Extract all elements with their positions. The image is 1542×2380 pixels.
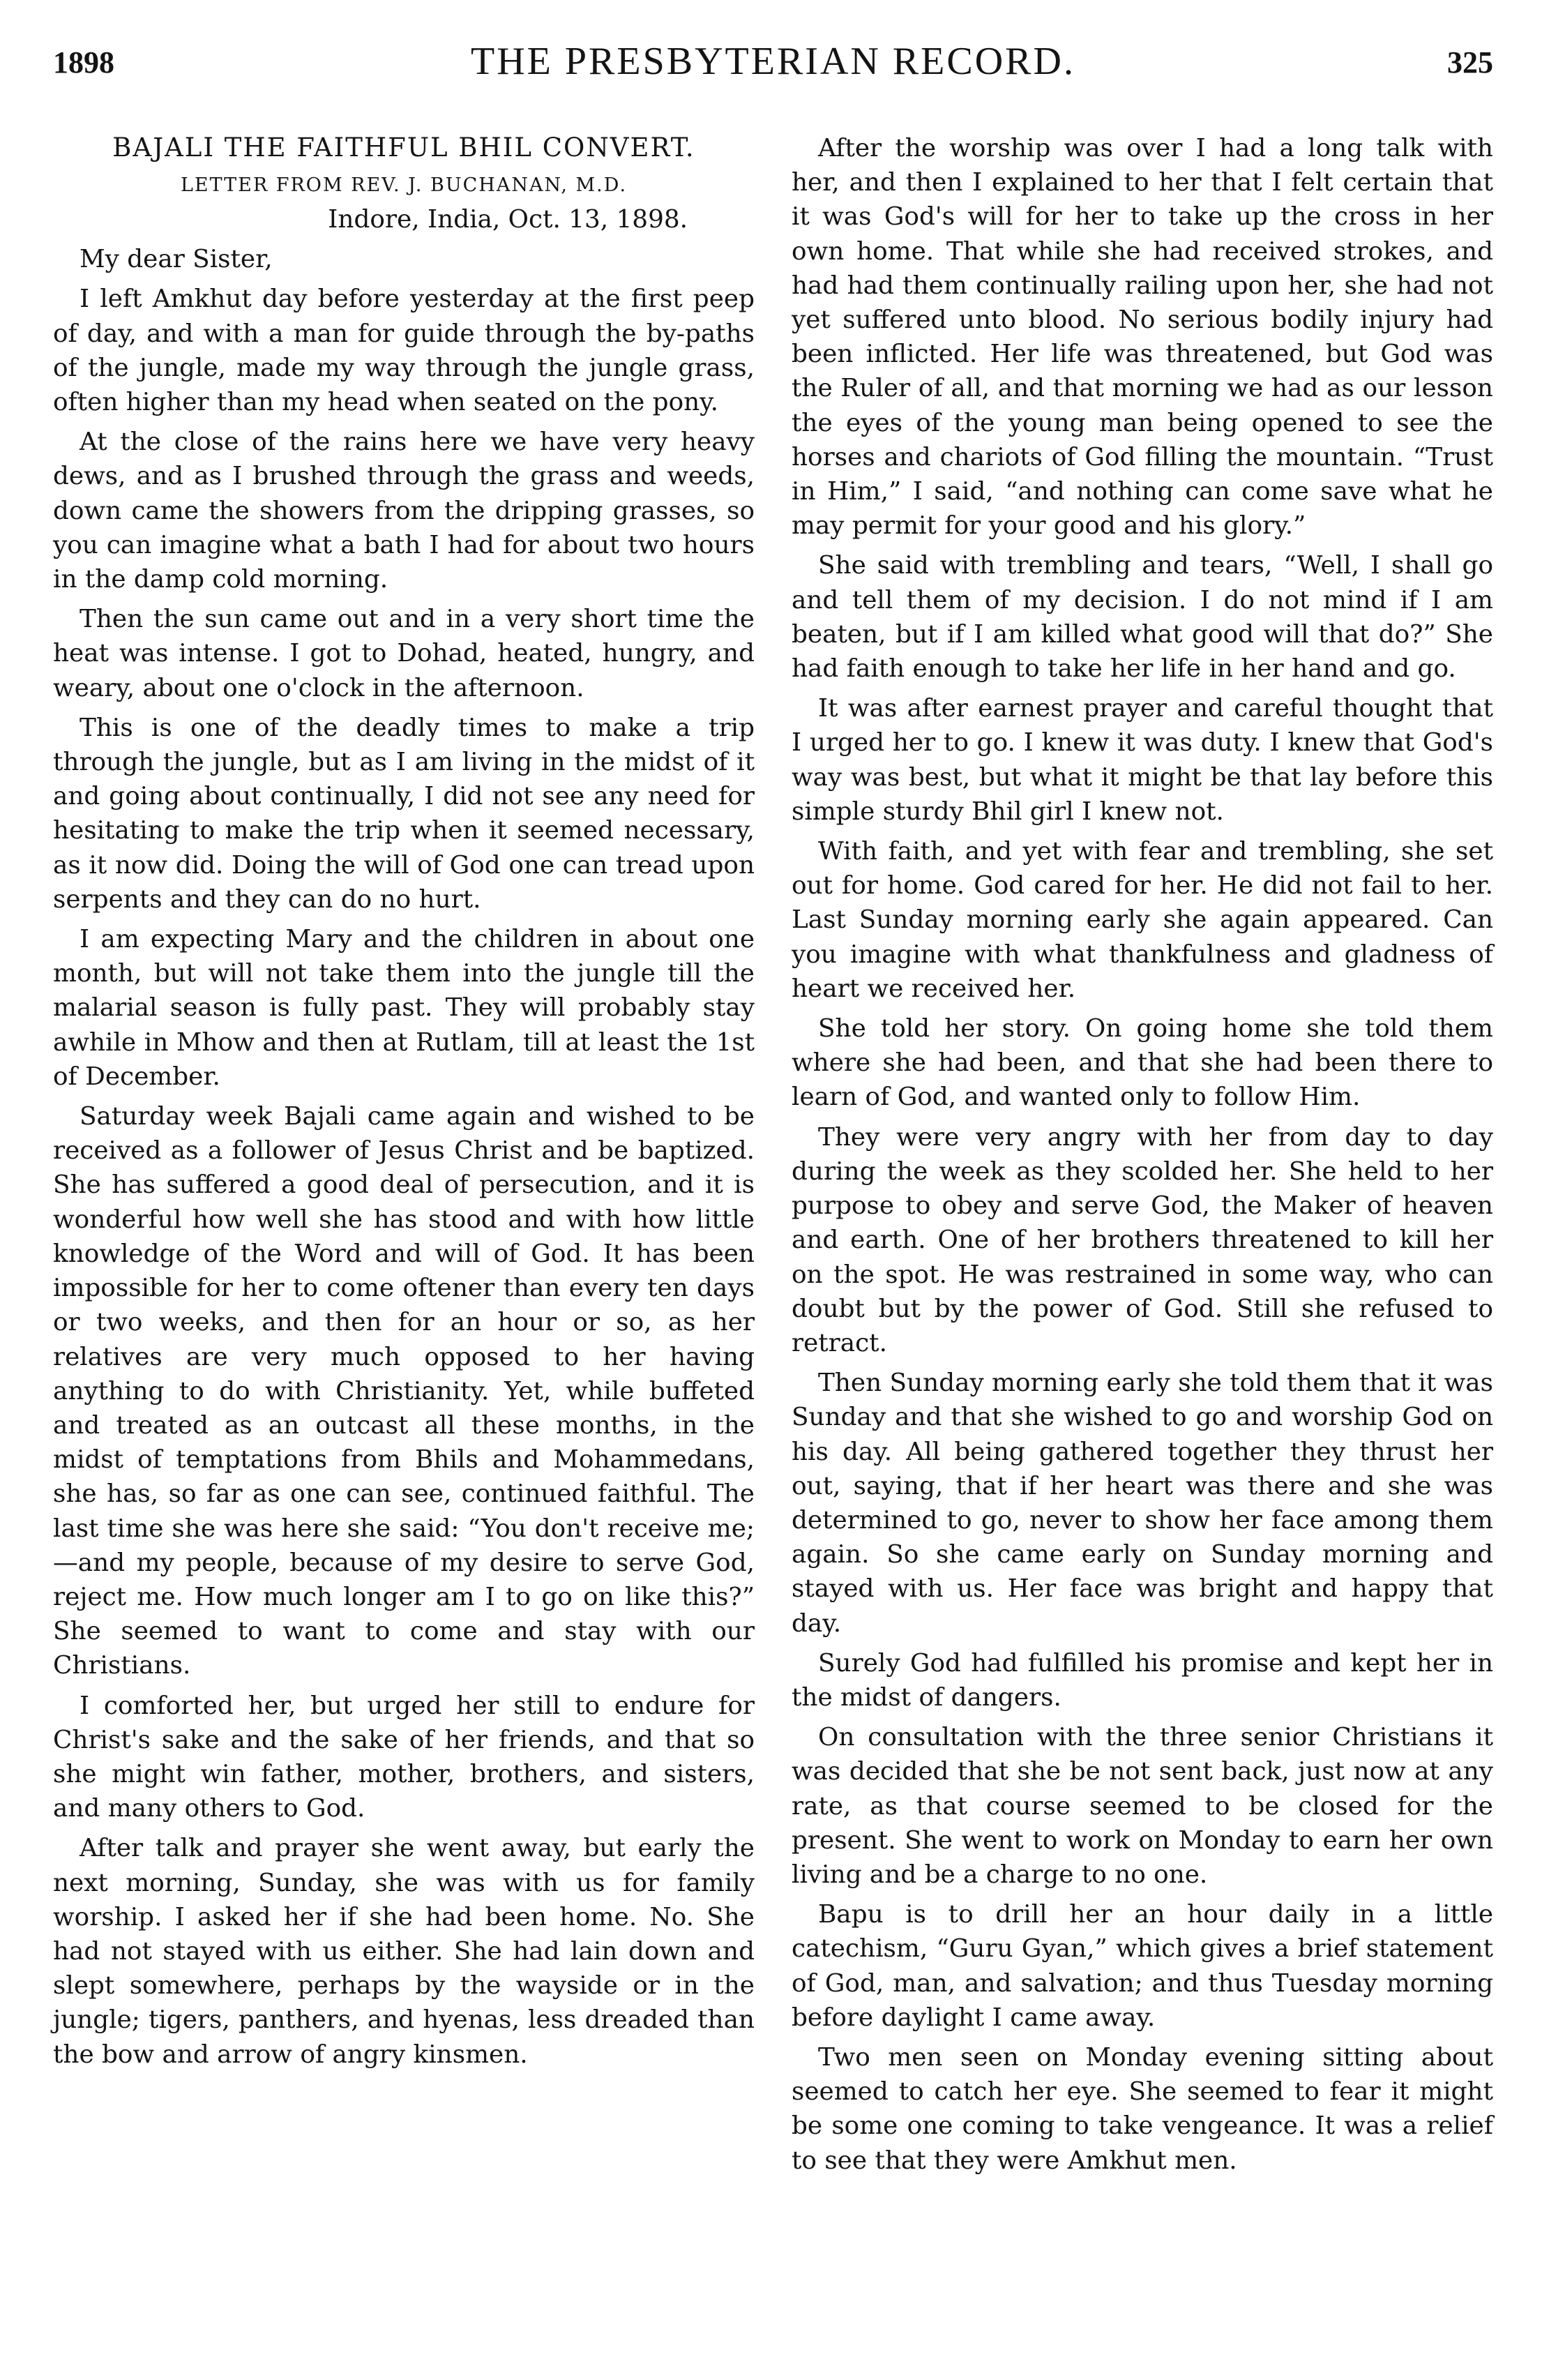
article-dateline: Indore, India, Oct. 13, 1898. <box>328 205 688 234</box>
paragraph: I am expecting Mary and the children in about one month, but will not take them into the jungle till the malarial season is fully past. They will probably stay awhile in Mhow and then at Rutlam, till at least the 1st of December. <box>53 925 755 1091</box>
letter-salutation: My dear Sister, <box>80 245 273 274</box>
publication-title: THE PRESBYTERIAN RECORD. <box>471 40 1075 83</box>
paragraph: Bapu is to drill her an hour daily in a little catechism, “Guru Gyan,” which gives a brief statement of God, man, and salvation; and thus Tuesday morning before daylight I came away. <box>792 1900 1493 2032</box>
paragraph: I left Amkhut day before yesterday at the first peep of day, and with a man for guide through the by-paths of the jungle, made my way through the jungle grass, often higher than my head when seated on the pony. <box>53 285 755 417</box>
paragraph: Then the sun came out and in a very short time the heat was intense. I got to Dohad, heated, hungry, and weary, about one o'clock in the afternoon. <box>53 605 755 702</box>
paragraph: She told her story. On going home she told them where she had been, and that she had been there to learn of God, and wanted only to follow Him. <box>792 1014 1493 1112</box>
header-year: 1898 <box>53 45 114 80</box>
paragraph: After talk and prayer she went away, but early the next morning, Sunday, she was with us for family worship. I asked her if she had been home. No. She had not stayed with us either. She had lain down and slept somewhere, perhaps by the wayside or in the jungle; tigers, panthers, and hyenas, less dreaded than the bow and arrow of angry kinsmen. <box>53 1834 755 2069</box>
article-title: BAJALI THE FAITHFUL BHIL CONVERT. <box>112 133 695 163</box>
paragraph: I comforted her, but urged her still to endure for Christ's sake and the sake of her friends, and that so she might win father, mother, brothers, and sisters, and many others to God. <box>53 1691 755 1823</box>
paragraph: With faith, and yet with fear and trembling, she set out for home. God cared for her. He did not fail to her. Last Sunday morning early she again appeared. Can you imagine with what thankfulness and gladness of heart we received her. <box>792 837 1493 1003</box>
paragraph: Saturday week Bajali came again and wished to be received as a follower of Jesus Christ and be baptized. She has suffered a good deal of persecution, and it is wonderful how well she has stood and with how little knowledge of the Word and will of God. It has been impossible for her to come oftener than every ten days or two weeks, and then for an hour or so, as her relatives are very much opposed to her having anything to do with Christianity. Yet, while buffeted and treated as an outcast all these months, in the midst of temptations from Bhils and Mohammedans, she has, so far as one can see, continued faithful. The last time she was here she said: “You don't receive me;—and my people, because of my desire to serve God, reject me. How much longer am I to go on like this?” She seemed to want to come and stay with our Christians. <box>53 1102 755 1680</box>
paragraph: This is one of the deadly times to make a trip through the jungle, but as I am living in the midst of it and going about continually, I did not see any need for hesitating to make the trip when it seemed necessary, as it now did. Doing the will of God one can tread upon serpents and they can do no hurt. <box>53 713 755 914</box>
paragraph: It was after earnest prayer and careful thought that I urged her to go. I knew it was duty. I knew that God's way was best, but what it might be that lay before this simple sturdy Bhil girl I knew not. <box>792 694 1493 826</box>
article-byline: LETTER FROM REV. J. BUCHANAN, M.D. <box>180 174 628 196</box>
paragraph: Then Sunday morning early she told them that it was Sunday and that she wished to go and worship God on his day. All being gathered together they thrust her out, saying, that if her heart was there and she was determined to go, never to show her face among them again. So she came early on Sunday morning and stayed with us. Her face was bright and happy that day. <box>792 1369 1493 1638</box>
paragraph: At the close of the rains here we have very heavy dews, and as I brushed through the grass and weeds, down came the showers from the dripping grasses, so you can imagine what a bath I had for about two hours in the damp cold morning. <box>53 428 755 594</box>
page-header <box>53 39 1493 89</box>
article-columns <box>53 131 1493 2352</box>
paragraph: Two men seen on Monday evening sitting about seemed to catch her eye. She seemed to fear it might be some one coming to take vengeance. It was a relief to see that they were Amkhut men. <box>792 2042 1493 2175</box>
paragraph: Surely God had fulfilled his promise and kept her in the midst of dangers. <box>792 1648 1493 1712</box>
page-number: 325 <box>1447 45 1493 80</box>
paragraph: She said with trembling and tears, “Well, I shall go and tell them of my decision. I do not mind if I am beaten, but if I am killed what good will that do?” She had faith enough to take her life in her hand and go. <box>792 551 1493 684</box>
left-column <box>53 131 755 2352</box>
paragraph: On consultation with the three senior Christians it was decided that she be not sent back, just now at any rate, as that course seemed to be closed for the present. She went to work on Monday to earn her own living and be a charge to no one. <box>792 1723 1493 1889</box>
paragraph: After the worship was over I had a long talk with her, and then I explained to her that I felt certain that it was God's will for her to take up the cross in her own home. That while she had received strokes, and had had them continually railing upon her, she had not yet suffered unto blood. No serious bodily injury had been inflicted. Her life was threatened, but God was the Ruler of all, and that morning we had as our lesson the eyes of the young man being opened to see the horses and chariots of God filling the mountain. “Trust in Him,” I said, “and nothing can come save what he may permit for your good and his glory.” <box>792 134 1493 541</box>
right-column <box>792 131 1493 2352</box>
paragraph: They were very angry with her from day to day during the week as they scolded her. She held to her purpose to obey and serve God, the Maker of heaven and earth. One of her brothers threatened to kill her on the spot. He was restrained in some way, who can doubt but by the power of God. Still she refused to retract. <box>792 1122 1493 1357</box>
